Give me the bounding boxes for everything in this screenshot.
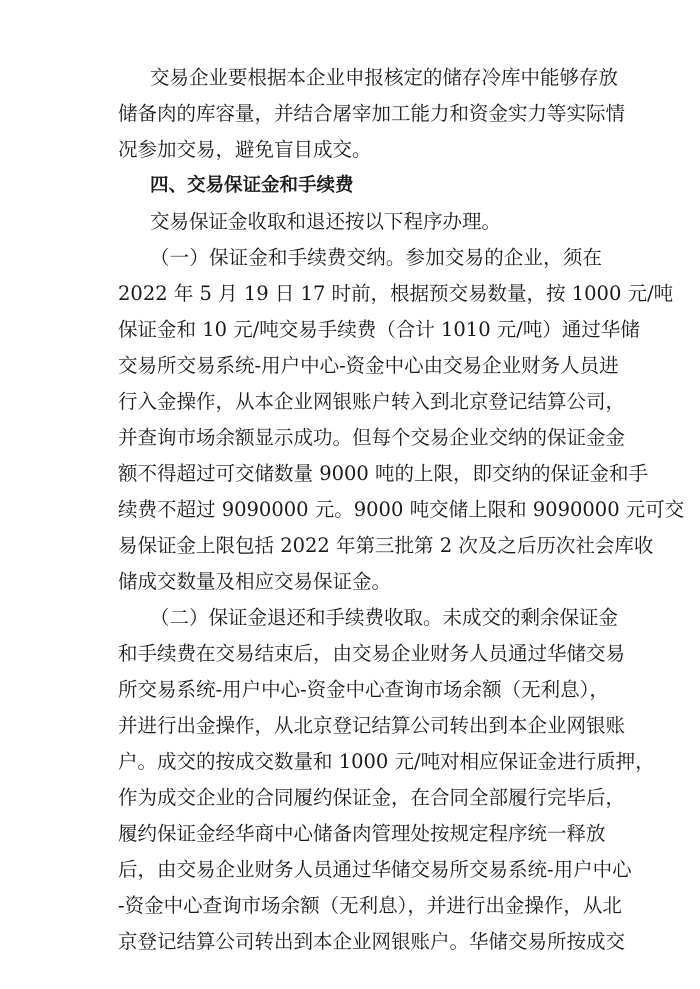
text-line: 所交易系统-用户中心-资金中心查询市场余额（无利息）， — [118, 678, 609, 701]
text-line: 和手续费在交易结束后，由交易企业财务人员通过华储交易 — [118, 642, 626, 665]
section-heading: 四、交易保证金和手续费 — [150, 175, 354, 196]
text-line: 后，由交易企业财务人员通过华储交易所交易系统-用户中心 — [118, 858, 632, 881]
text-line: 作为成交企业的合同履约保证金，在合同全部履行完毕后， — [118, 786, 626, 809]
text-line: 行入金操作，从本企业网银账户转入到北京登记结算公司， — [118, 390, 626, 413]
text-line: 履约保证金经华商中心储备肉管理处按规定程序统一释放 — [118, 822, 606, 845]
text-line: 储成交数量及相应交易保证金。 — [118, 570, 392, 593]
text-line: 额不得超过可交储数量 9000 吨的上限，即交纳的保证金和手 — [118, 462, 649, 485]
text-line: 2022 年 5 月 19 日 17 时前，根据预交易数量，按 1000 元/吨 — [118, 282, 674, 305]
text-line: 续费不超过 9090000 元。9000 吨交储上限和 9090000 元可交 — [118, 498, 685, 521]
text-line: 并进行出金操作，从北京登记结算公司转出到本企业网银账 — [118, 714, 626, 737]
text-line: 交易企业要根据本企业申报核定的储存冷库中能够存放 — [150, 66, 619, 89]
text-line: 交易保证金收取和退还按以下程序办理。 — [150, 210, 502, 233]
text-line: 交易所交易系统-用户中心-资金中心由交易企业财务人员进 — [118, 354, 619, 377]
text-line: 易保证金上限包括 2022 年第三批第 2 次及之后历次社会库收 — [118, 534, 654, 557]
text-line: （一）保证金和手续费交纳。参加交易的企业，须在 — [150, 246, 602, 269]
text-line: 况参加交易，避免盲目成交。 — [118, 138, 372, 161]
text-line: 储备肉的库容量，并结合屠宰加工能力和资金实力等实际情 — [118, 102, 626, 125]
text-line: 并查询市场余额显示成功。但每个交易企业交纳的保证金金 — [118, 426, 626, 449]
text-line: -资金中心查询市场余额（无利息），并进行出金操作，从北 — [118, 894, 622, 917]
text-line: 户。成交的按成交数量和 1000 元/吨对相应保证金进行质押， — [118, 750, 655, 773]
text-line: 保证金和 10 元/吨交易手续费（合计 1010 元/吨）通过华储 — [118, 318, 640, 341]
text-line: 京登记结算公司转出到本企业网银账户。华储交易所按成交 — [118, 930, 626, 953]
text-line: （二）保证金退还和手续费收取。未成交的剩余保证金 — [150, 606, 619, 629]
